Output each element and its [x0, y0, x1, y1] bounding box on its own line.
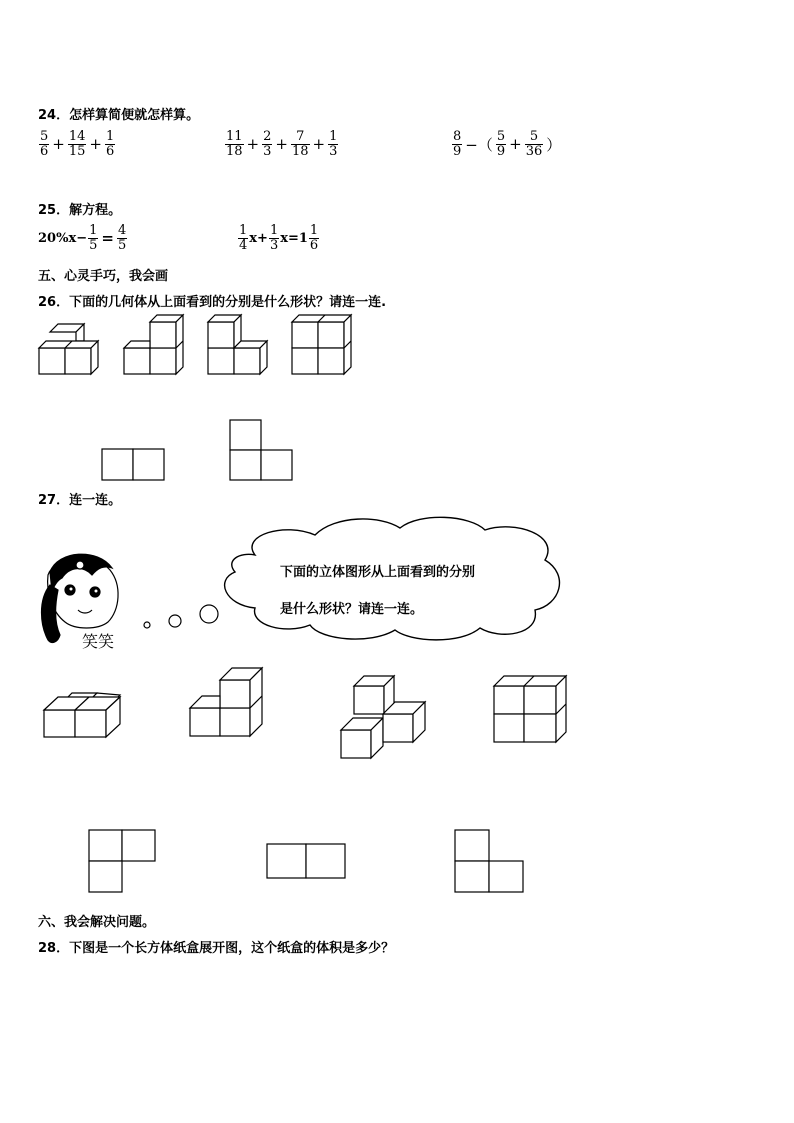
q25-equation-1: 20%x− $\frac{1}{5}$ = $\frac{4}{5}$	[38, 223, 127, 253]
q27-view-2	[267, 844, 345, 878]
thought-dot-large	[200, 605, 218, 623]
section-6-heading: 六、我会解决问题。	[38, 915, 156, 930]
q24-title: 24．怎样算简便就怎样算。	[38, 108, 200, 123]
q27-solid-4	[494, 676, 566, 742]
bubble-line-2: 是什么形状？请连一连。	[280, 602, 424, 617]
q27-solid-3	[341, 676, 425, 758]
q24-expression-1: $\frac{5}{6}$ + $\frac{14}{15}$ + $\frac{1}{6}$	[40, 129, 115, 159]
section-5-heading: 五、心灵手巧，我会画	[38, 269, 169, 284]
q25-equation-2: $\frac{1}{4}$ x+ $\frac{1}{3}$ x=1 $\frac{1}{6}$	[239, 223, 319, 253]
q27-solid-2	[190, 668, 262, 736]
thought-dot-medium	[169, 615, 181, 627]
q27-view-1	[89, 830, 155, 892]
q28-title: 28．下图是一个长方体纸盒展开图，这个纸盒的体积是多少？	[38, 941, 395, 956]
q24-expression-2: $\frac{11}{18}$ + $\frac{2}{3}$ + $\frac{7}{18}$ + $\frac{1}{3}$	[226, 129, 338, 159]
q25-title: 25．解方程。	[38, 203, 122, 218]
q26-title: 26．下面的几何体从上面看到的分别是什么形状？请连一连.	[38, 295, 387, 310]
q27-view-3	[455, 830, 523, 892]
q24-expression-3: $\frac{8}{9}$ −（ $\frac{5}{9}$ + $\frac{5}{36}$ ）	[453, 129, 562, 159]
q27-solid-1	[44, 693, 120, 737]
q27-title: 27．连一连。	[38, 493, 122, 508]
girl-name-label: 笑笑	[82, 632, 115, 651]
bubble-line-1: 下面的立体图形从上面看到的分别	[280, 565, 476, 580]
thought-dot-small	[144, 622, 150, 628]
